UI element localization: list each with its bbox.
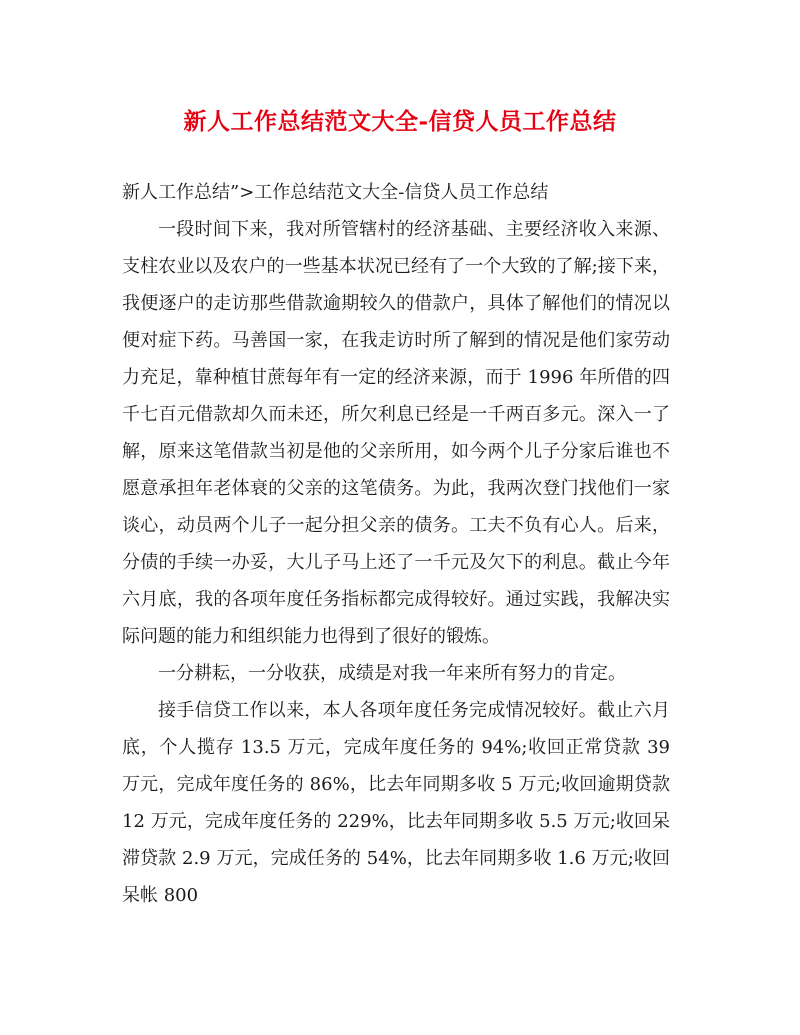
document-body (122, 174, 670, 914)
paragraph: 一分耕耘，一分收获，成绩是对我一年来所有努力的肯定。 (158, 663, 626, 684)
paragraph: 一段时间下来，我对所管辖村的经济基础、主要经济收入来源、支柱农业以及农户的一些基本状况已经有了一个大致的了解;接下来，我便逐户的走访那些借款逾期较久的借款户，具体了解他们的情况以便对症下药。马善国一家，在我走访时所了解到的情况是他们家劳动力充足，靠种植甘蔗每年有一定的经济来源，而于 1996 年所借的四千七百元借款却久而未还，所欠利息已经是一千两百多元。深入一了解，原来这笔借款当初是他的父亲所用，如今两个儿子分家后谁也不愿意承担年老体衰的父亲的这笔债务。为此，我两次登门找他们一家谈心，动员两个儿子一起分担父亲的债务。工夫不负有心人。后来，分债的手续一办妥，大儿子马上还了一千元及欠下的利息。截止今年六月底，我的各项年度任务指标都完成得较好。通过实践，我解决实际问题的能力和组织能力也得到了很好的锻炼。 (122, 219, 670, 647)
breadcrumb: 新人工作总结”>工作总结范文大全-信贷人员工作总结 (122, 182, 549, 203)
paragraph: 接手信贷工作以来，本人各项年度任务完成情况较好。截止六月底，个人揽存 13.5 万元，完成年度任务的 94%;收回正常贷款 39 万元，完成年度任务的 86%，比去年同期多收 5 万元;收回逾期贷款 12 万元，完成年度任务的 229%，比去年同期多收 5.5 万元;收回呆滞贷款 2.9 万元，完成任务的 54%，比去年同期多收 1.6 万元;收回呆帐 800 (122, 700, 670, 906)
document-title: 新人工作总结范文大全-信贷人员工作总结 (183, 108, 617, 135)
